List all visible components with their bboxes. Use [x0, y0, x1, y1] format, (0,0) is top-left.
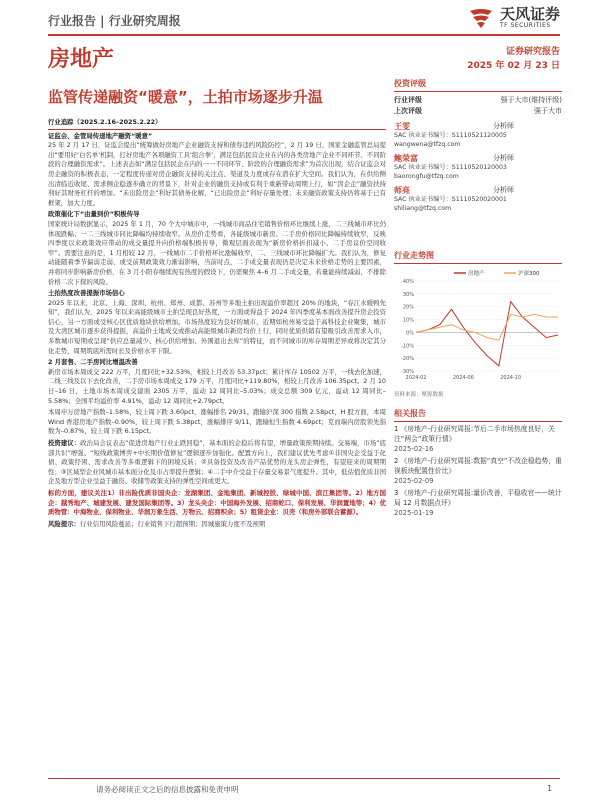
- related-report-item[interactable]: [394, 424, 562, 454]
- series-line-0: [416, 301, 558, 365]
- series-line-1: [416, 314, 558, 340]
- analyst-email[interactable]: shiliang@tfzq.com: [394, 204, 452, 212]
- risk-body: 行业信用风险蔓延；行业销售下行超预期；因城施策力度不及预期: [79, 519, 266, 528]
- analyst-block: [394, 153, 562, 181]
- report-title: 监管传递融资“暖意”，土拍市场逐步升温: [48, 88, 323, 106]
- report-type: 证券研究报告: [505, 47, 560, 57]
- related-report-date: 2025-02-09: [394, 476, 434, 485]
- risk-warning: [48, 520, 386, 530]
- x-tick-label: 2024-06: [452, 374, 474, 381]
- section-title: 证监会、金管局传递地产融资“暖意”: [48, 131, 153, 140]
- logo-english-name: TF SECURITIES: [499, 22, 551, 29]
- analyst-email[interactable]: baorongfu@tfzq.com: [394, 172, 459, 180]
- related-report-title[interactable]: 1 《房地产-行业研究周报:节后二手市场热度良好，关注“两会”政策行情》: [394, 424, 555, 443]
- y-tick-label: 20%: [402, 304, 414, 311]
- industry-trend-chart: [394, 267, 562, 387]
- y-tick-label: -20%: [401, 355, 414, 362]
- sidebar: [394, 78, 562, 520]
- analyst-cert: SAC 执业证书编号：S1110520020001: [394, 196, 507, 204]
- rating-value: 强于大市: [534, 107, 562, 115]
- target-stocks: [48, 489, 386, 518]
- legend-label: 沪深300: [518, 270, 540, 277]
- y-tick-label: 40%: [402, 278, 414, 285]
- rating-key: 行业评级: [394, 96, 422, 104]
- analyst-name: 王雯: [394, 122, 410, 131]
- related-title: 相关报告: [394, 408, 562, 422]
- rating-value: 强于大市(维持评级): [500, 96, 562, 104]
- y-tick-label: 0%: [406, 329, 414, 336]
- analyst-cert: SAC 执业证书编号：S1110520120003: [394, 164, 507, 172]
- related-report-title[interactable]: 3 《房地产-行业研究周报:量价改善，平稳收官——统计局 12 月数据点评》: [394, 488, 562, 507]
- analyst-role: 分析师: [493, 186, 514, 195]
- rating-title: 投资评级: [394, 78, 562, 92]
- rating-row: [394, 95, 562, 106]
- footer-divider: [48, 778, 560, 779]
- y-tick-label: -10%: [401, 342, 414, 349]
- analyst-cert: SAC 执业证书编号：S1110521120005: [394, 132, 507, 139]
- footer-disclaimer: 请务必阅读正文之后的信息披露和免责申明: [96, 785, 239, 794]
- advice-label: 投资建议：: [48, 439, 81, 447]
- section-title: 2 月套售、二手房同比增温改善: [48, 358, 138, 367]
- related-report-title[interactable]: 2 《房地产-行业研究周报:数据“真空”不改企稳趋势，重视板块配置性价比》: [394, 456, 562, 475]
- analyst-block: [394, 185, 562, 213]
- targets-body: 1）非出险优质非国央企：龙湖集团、金地集团、新城控股、绿城中国、滨江集团等。2）地方国企：越秀地产、城建发展、建发国际集团等。3）龙头央企：中国海外发展、招商蛇口、保利发展、华润置地等；4）优质物管：中海物业、保利物业、华润万象生活、万物云、招商积余；5）租赁企业：贝壳（和房外部联合蓄源）。: [48, 488, 386, 517]
- related-report-date: 2025-01-19: [394, 508, 434, 517]
- related-report-item[interactable]: [394, 488, 562, 518]
- analyst-name: 师亮: [394, 186, 410, 196]
- tracking-range: 行业追踪（2025.2.16–2025.2.22）: [48, 118, 386, 130]
- legend-label: 房地产: [468, 270, 485, 277]
- section-title: 土拍热度改善提振市场信心: [48, 289, 125, 298]
- section-title: 政策催化下“由量到价”积极传导: [48, 210, 140, 219]
- related-reports: [394, 424, 562, 518]
- breadcrumb: 行业报告 | 行业研究周报: [48, 14, 181, 28]
- chart-title: 行业走势图: [394, 250, 562, 264]
- analyst-role: 分析师: [493, 154, 514, 163]
- section-body: 2025 年以来，北京、上海、深圳、杭州、郑州、成都、苏州等多地土拍出现溢价率超过 20% 的地块，“春江水暖鸭先知”，我们认为，2025 年以来高能级城市土拍呈现良好热度，一方面或得益于 2024 年四季度基本面改善提升房企投资信心，另一方面或受核心区优质地块供给增加。市场热度较为良好的城市，近期如杭州易受益于高科技企业聚集，城市及大湾区城市逐步获得提振，高溢价土地成交或推动高能级城市新房均价上行，同时优质供销有望吸引改善需求入市，多数城市短期或呈现“供应总量减少、核心供给增加、外围退出去库”的特征，而不同城市的库存周期差异或将决定其分化走势，周期筑底所需时长及价格水平下限。: [48, 298, 386, 355]
- analyst-email[interactable]: wangwena@tfzq.com: [394, 140, 461, 148]
- industry-title: 房地产: [48, 47, 115, 72]
- chart-source: 资料来源：聚源数据: [394, 391, 444, 398]
- rating-key: 上次评级: [394, 107, 422, 115]
- analyst-role: 分析师: [493, 122, 514, 130]
- analyst-block: [394, 121, 562, 149]
- page-number: 1: [547, 784, 552, 793]
- advice-body: 政治局会议表态“促进房地产行业止跌回稳”，基本面的企稳后将有望，增量政策预期持续。交易端，市场“底部共识”增强、“短线政策博弈+中长期价值修复”逻辑逐步加强化。配置方向上，我们建议优先考虑①非国央企受益于化债、政策纾困、需求改善等多重逻辑下的困境反转；②具备投资及改善产品优势的龙头房企弹性，有望迎来的周期期性；③区域型企业风城市基本面分化及市占率提升逻辑；④二手中介受益于存量交易景气度提升。其中，低估值优质非国企及地方型企业受益于融资、收储等政策支持的弹性空间或更大。: [48, 439, 386, 486]
- header-divider: [48, 34, 560, 36]
- section-body: 国家统计局数据显示，2025 年 1 月，70 个大中城市中，一线城市商品住宅销售价格环比继续上涨，二三线城市环比仍体现跌幅；一二三线城市同比降幅均持续收窄。从房价走势看，各能级城市新房、二手房价格同比降幅持续收窄，反映四季度以来政策效应带动的成交量提升向价格端积极传导，微观层面表现为“新房价格折扣减小、二手房议价空间收窄”。需要注意的是，1 月相较 12 月，一线城市二手价格环比涨幅收窄，二、三线城市环比降幅扩大。我们认为，修复动能随着季节偏弱走弱、或受前期政策效力渐弱影响，当前时点，二手成交量表现仍是决定未来价格走势的主要因素，并将同步影响新房价格，在 3 月小阳春继续现有热度的假设下，仍需聚焦 4–6 月二手成交量，若量能持续减弱，不排除价格二次下探的风险。: [48, 219, 386, 286]
- section-body: 本周申万房地产指数–1.58%，较上周下跌 3.60pct，涨幅排名 29/31。跑输沪深 300 指数 2.58pct，H 股方面，本周 Wind 香港房地产指数–0.90%，较上周下跌 5.38pct，涨幅排序 9/11，跑输恒生指数 4.69pct；克而瑞内房股领先指数为–0.87%，较上周下跌 6.15pct。: [48, 408, 386, 436]
- report-date: 2025 年 02 月 23 日: [467, 61, 560, 71]
- targets-label: 标的方面，建议关注: [48, 488, 108, 497]
- tf-logo-icon: [468, 7, 494, 29]
- section-body: 25 年 2 月 17 日，证监会提出“统筹做好房地产企业融资支持和债券违约风险防控”，2 月 19 日，国家金融监管总局提出“要用好‘白名单’机制，打好房地产各项融资工具‘组合拳’，满足包括民营企业在内的各类房地产企业不同环节、不同阶段的合理融资需求”。上述表态如“满足包括民企在内的一一不同环节、阶段的合理融资需求”为首次出现，结合证监会对房企融资的积极表态，一定程度传递对房企融资支持的关注点、渠道及力度或存在潜在扩大空间。我们认为，在供给侧出清临近收尾、需求侧企稳逐步确立的背景下，针对企业的融资支持或有利于重新带动周期上行，如“因企企”融资扶持利好其财务杠杆的增加、“未出险房企”利好其债务化解，“已出险房企”利好存量处理；未来融资政策支持仍将基于已有框架，加大力度。: [48, 141, 386, 207]
- company-logo: [468, 6, 560, 29]
- related-report-date: 2025-02-16: [394, 444, 434, 453]
- y-tick-label: 10%: [402, 317, 414, 324]
- main-body: [48, 118, 386, 531]
- section-body: 新房市场本周成交 222 万平，月度同比+32.53%，相较上月改善 53.37pct；累计库存 10502 万平，一线去化加速，二线三线及以下去化改善，二手房市场本周成交 179 万平，月度同比+119.80%，相较上月改善 106.35pct。2 月 10 日–16 日，土地市场本周成交建面 2305 万平，溢动 12 周同比–5.03%；成交总额 309 亿元，溢动 12 周同比–5.58%；全国平均溢价率 4.91%，溢动 12 周同比+2.79pct。: [48, 367, 386, 405]
- y-tick-label: 30%: [402, 291, 414, 298]
- investment-advice: [48, 439, 386, 487]
- rating-row: [394, 106, 562, 117]
- y-tick-label: -30%: [401, 368, 414, 375]
- risk-label: 风险提示：: [48, 519, 80, 528]
- related-report-item[interactable]: [394, 456, 562, 486]
- logo-chinese-name: 天风证券: [499, 5, 560, 23]
- x-tick-label: 2024-10: [500, 374, 522, 381]
- x-tick-label: 2024-02: [405, 374, 427, 381]
- analyst-name: 鲍荣富: [394, 154, 418, 164]
